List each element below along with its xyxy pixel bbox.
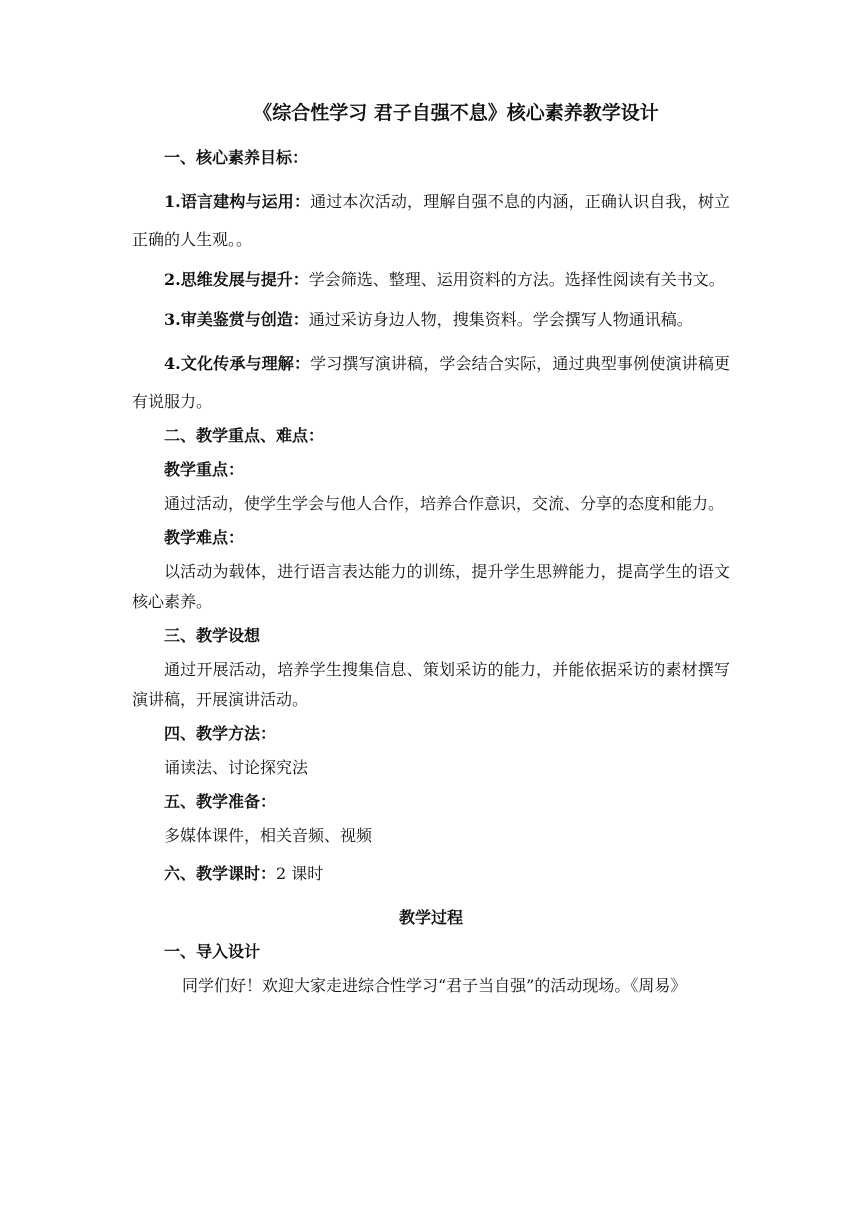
goal-2-label: 2.思维发展与提升： (164, 270, 309, 289)
goal-1-label: 1.语言建构与运用： (164, 192, 311, 211)
goal-4 (132, 345, 730, 421)
section-heading-concept: 三、教学设想 (164, 626, 261, 645)
class-hours-value: 2 课时 (276, 864, 324, 883)
key-label: 教学重点： (164, 460, 245, 479)
difficulty-label: 教学难点： (164, 528, 245, 547)
goal-4-text: 学习撰写演讲稿，学会结合实际，通过典型事例使演讲稿更有说服力。 (132, 354, 730, 411)
goal-2-text: 学会筛选、整理、运用资料的方法。选择性阅读有关书文。 (308, 270, 725, 289)
process-heading: 教学过程 (398, 908, 463, 927)
key-text: 通过活动，使学生学会与他人合作，培养合作意识，交流、分享的态度和能力。 (164, 494, 725, 513)
document-title: 《综合性学习 君子自强不息》核心素养教学设计 (253, 102, 659, 124)
class-hours (164, 863, 730, 885)
section-heading-methods: 四、教学方法： (164, 724, 277, 743)
goal-2 (132, 261, 730, 299)
goal-1-text: 通过本次活动，理解自强不息的内涵，正确认识自我，树立正确的人生观。。 (132, 192, 730, 249)
goal-3-label: 3.审美鉴赏与创造： (164, 310, 309, 329)
goal-3 (132, 301, 730, 339)
preparation-text: 多媒体课件，相关音频、视频 (164, 826, 373, 845)
goal-3-text: 通过采访身边人物，搜集资料。学会撰写人物通讯稿。 (308, 310, 693, 329)
section-heading-goals: 一、核心素养目标： (164, 148, 309, 167)
section-heading-keypoints: 二、教学重点、难点： (164, 426, 325, 445)
goal-1 (132, 183, 730, 259)
intro-design-heading: 一、导入设计 (164, 942, 261, 961)
goal-4-label: 4.文化传承与理解： (164, 354, 311, 373)
intro-text: 同学们好！欢迎大家走进综合性学习“君子当自强”的活动现场。《周易》 (182, 976, 687, 995)
document-body (132, 98, 730, 997)
methods-text: 诵读法、讨论探究法 (164, 758, 309, 777)
class-hours-label: 六、教学课时： (164, 864, 277, 883)
difficulty-text: 以活动为载体，进行语言表达能力的训练，提升学生思辨能力，提高学生的语文核心素养。 (132, 562, 730, 611)
concept-text: 通过开展活动，培养学生搜集信息、策划采访的能力，并能依据采访的素材撰写演讲稿，开展演讲活动。 (132, 660, 730, 709)
section-heading-preparation: 五、教学准备： (164, 792, 277, 811)
